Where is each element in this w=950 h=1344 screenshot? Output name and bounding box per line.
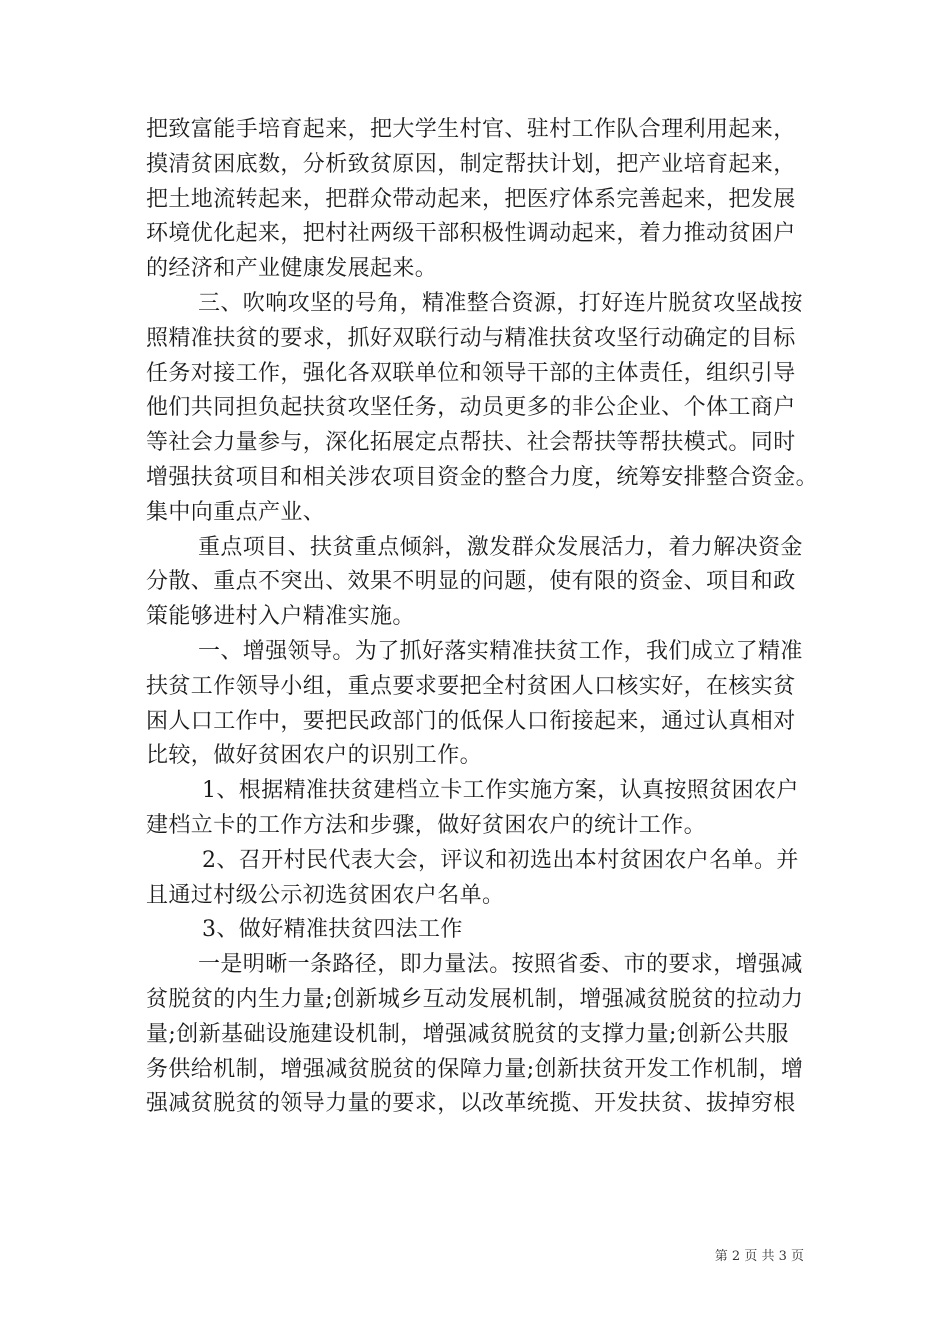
text-line: 摸清贫困底数，分析致贫原因，制定帮扶计划，把产业培育起来， <box>146 151 796 177</box>
text-line: 一是明晰一条路径，即力量法。按照省委、市的要求，增强减 <box>198 952 803 978</box>
text-line: 贫脱贫的内生力量;创新城乡互动发展机制，增强减贫脱贫的拉动力 <box>146 986 804 1012</box>
text-line: 把土地流转起来，把群众带动起来，把医疗体系完善起来，把发展 <box>146 186 796 212</box>
text-line: 照精准扶贫的要求，抓好双联行动与精准扶贫攻坚行动确定的目标 <box>146 325 796 351</box>
text-line: 增强扶贫项目和相关涉农项目资金的整合力度，统筹安排整合资金。 <box>146 464 819 490</box>
text-line: 的经济和产业健康发展起来。 <box>146 256 438 282</box>
document-body <box>146 113 826 1122</box>
text-line: 分散、重点不突出、效果不明显的问题，使有限的资金、项目和政 <box>146 569 796 595</box>
text-line: 扶贫工作领导小组，重点要求要把全村贫困人口核实好，在核实贫 <box>146 673 796 699</box>
paragraph-3 <box>146 531 826 635</box>
text-line: 量;创新基础设施建设机制，增强减贫脱贫的支撑力量;创新公共服 <box>146 1021 789 1047</box>
text-line: 他们共同担负起扶贫攻坚任务，动员更多的非公企业、个体工商户 <box>146 395 796 421</box>
text-line: 2、召开村民代表大会，评议和初选出本村贫困农户名单。并 <box>202 847 799 873</box>
paragraph-1 <box>146 113 826 287</box>
paragraph-7 <box>146 913 826 948</box>
text-line: 比较，做好贫困农户的识别工作。 <box>146 743 483 769</box>
text-line: 环境优化起来，把村社两级干部积极性调动起来，着力推动贫困户 <box>146 221 796 247</box>
paragraph-8 <box>146 948 826 1122</box>
text-line: 等社会力量参与，深化拓展定点帮扶、社会帮扶等帮扶模式。同时 <box>146 430 796 456</box>
text-line: 策能够进村入户精准实施。 <box>146 604 415 630</box>
paragraph-6 <box>146 844 826 914</box>
text-line: 一、增强领导。为了抓好落实精准扶贫工作，我们成立了精准 <box>198 638 803 664</box>
text-line: 3、做好精准扶贫四法工作 <box>202 917 463 943</box>
paragraph-4 <box>146 635 826 774</box>
paragraph-2 <box>146 287 826 531</box>
text-line: 强减贫脱贫的领导力量的要求，以改革统揽、开发扶贫、拔掉穷根 <box>146 1091 796 1117</box>
text-line: 任务对接工作，强化各双联单位和领导干部的主体责任，组织引导 <box>146 360 796 386</box>
text-line: 把致富能手培育起来，把大学生村官、驻村工作队合理利用起来， <box>146 117 796 142</box>
text-line: 三、吹响攻坚的号角，精准整合资源，打好连片脱贫攻坚战按 <box>198 290 803 316</box>
text-line: 重点项目、扶贫重点倾斜，激发群众发展活力，着力解决资金 <box>198 534 803 560</box>
page-number: 第 2 页 共 3 页 <box>714 1249 804 1264</box>
text-line: 且通过村级公示初选贫困农户名单。 <box>146 882 505 908</box>
paragraph-5 <box>146 774 826 844</box>
text-line: 务供给机制，增强减贫脱贫的保障力量;创新扶贫开发工作机制，增 <box>146 1056 804 1082</box>
text-line: 1、根据精准扶贫建档立卡工作实施方案，认真按照贫困农户 <box>202 778 799 804</box>
text-line: 困人口工作中，要把民政部门的低保人口衔接起来，通过认真相对 <box>146 708 796 734</box>
text-line: 建档立卡的工作方法和步骤，做好贫困农户的统计工作。 <box>146 812 707 838</box>
text-line: 集中向重点产业、 <box>146 499 326 525</box>
